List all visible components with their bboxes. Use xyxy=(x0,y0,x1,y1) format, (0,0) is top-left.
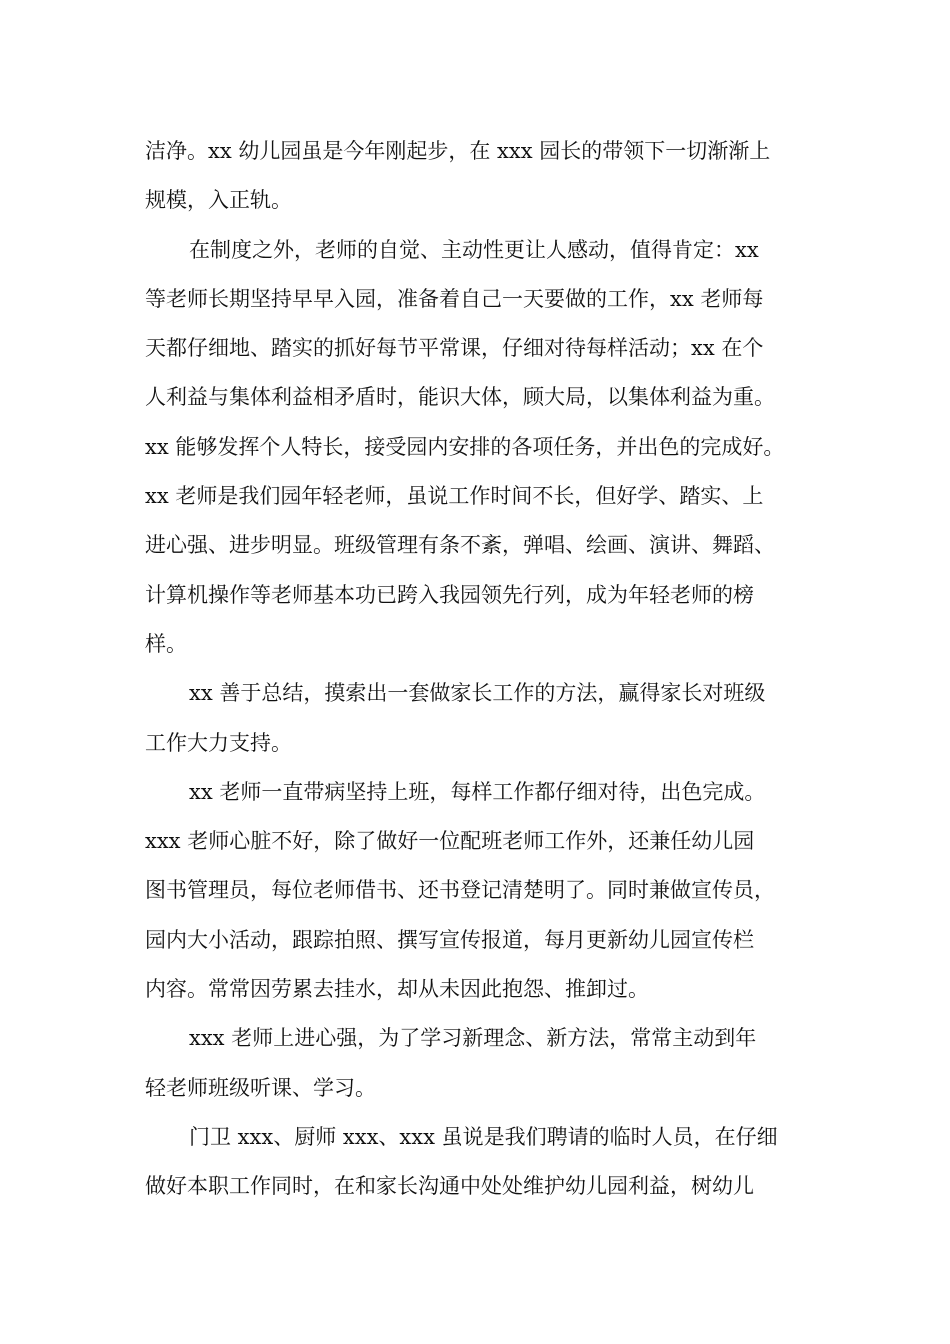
text-line: 样。 xyxy=(145,631,187,656)
text-line: 内容。常常因劳累去挂水，却从未因此抱怨、推卸过。 xyxy=(145,977,649,1002)
text-line: 等老师长期坚持早早入园，准备着自己一天要做的工作，xx 老师每 xyxy=(145,286,764,311)
text-line: xx 老师一直带病坚持上班，每样工作都仔细对待，出色完成。 xyxy=(189,779,766,804)
text-line: 天都仔细地、踏实的抓好每节平常课，仔细对待每样活动；xx 在个 xyxy=(145,336,764,361)
text-line: 轻老师班级听课、学习。 xyxy=(145,1075,376,1100)
document-body xyxy=(145,127,810,1212)
text-line: xx 老师是我们园年轻老师，虽说工作时间不长，但好学、踏实、上 xyxy=(145,484,764,509)
text-line: xxx 老师上进心强，为了学习新理念、新方法，常常主动到年 xyxy=(189,1026,757,1051)
text-line: 规模，入正轨。 xyxy=(145,188,292,213)
text-line: 门卫 xxx、厨师 xxx、xxx 虽说是我们聘请的临时人员，在仔细 xyxy=(189,1124,778,1149)
text-line: 园内大小活动，跟踪拍照、撰写宣传报道，每月更新幼儿园宣传栏 xyxy=(145,927,754,952)
text-line: xxx 老师心脏不好，除了做好一位配班老师工作外，还兼任幼儿园 xyxy=(145,829,755,854)
text-line: 人利益与集体利益相矛盾时，能识大体，顾大局，以集体利益为重。 xyxy=(145,385,775,410)
text-line: 图书管理员，每位老师借书、还书登记清楚明了。同时兼做宣传员， xyxy=(145,878,775,903)
text-line: 在制度之外，老师的自觉、主动性更让人感动，值得肯定：xx xyxy=(189,237,759,262)
text-line: xx 善于总结，摸索出一套做家长工作的方法，赢得家长对班级 xyxy=(189,681,766,706)
text-line: 洁净。xx 幼儿园虽是今年刚起步，在 xxx 园长的带领下一切渐渐上 xyxy=(145,139,771,163)
text-line: 计算机操作等老师基本功已跨入我园领先行列，成为年轻老师的榜 xyxy=(145,582,754,607)
text-line: xx 能够发挥个人特长，接受园内安排的各项任务，并出色的完成好。 xyxy=(145,434,785,459)
text-line: 进心强、进步明显。班级管理有条不紊，弹唱、绘画、演讲、舞蹈、 xyxy=(145,533,775,558)
text-line: 工作大力支持。 xyxy=(145,730,292,755)
text-line: 做好本职工作同时，在和家长沟通中处处维护幼儿园利益，树幼儿 xyxy=(145,1174,754,1199)
